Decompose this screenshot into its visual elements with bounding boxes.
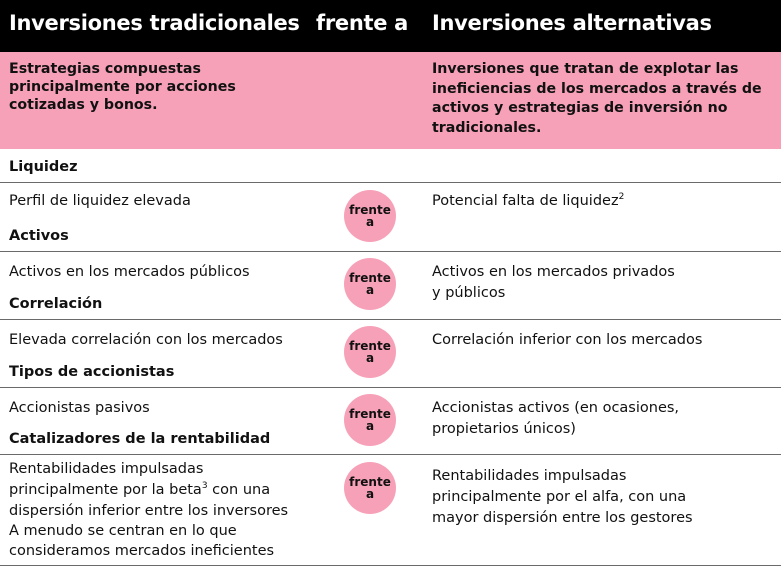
intro-band (0, 52, 781, 149)
row-left-text: Perfil de liquidez elevada (9, 193, 191, 209)
versus-label: frente a (349, 271, 391, 297)
table-header (0, 0, 781, 52)
row-divider (0, 319, 781, 320)
row-divider (0, 454, 781, 455)
versus-circle (344, 394, 396, 446)
row-right-line: mayor dispersión entre los gestores (432, 510, 693, 526)
row-right-line: principalmente por el alfa, con una (432, 489, 687, 505)
category-label: Tipos de accionistas (9, 364, 175, 380)
row-left-line: consideramos mercados ineficientes (9, 543, 275, 559)
row-right-line: Activos en los mercados privados (432, 264, 675, 280)
row-divider (0, 182, 781, 183)
footnote-marker: 3 (201, 481, 208, 492)
row-left-text: Activos en los mercados públicos (9, 264, 250, 280)
row-right-line: y públicos (432, 285, 506, 301)
row-divider (0, 387, 781, 388)
category-label: Liquidez (9, 159, 78, 175)
row-left-line: Rentabilidades impulsadas (9, 461, 204, 477)
row-right-text (432, 191, 624, 212)
row-right-line: Rentabilidades impulsadas (432, 468, 627, 484)
table-bottom-rule (0, 565, 781, 566)
intro-alternative: Inversiones que tratan de explotar las ineficiencias de los mercados a través de activos y estrategias de inversión no tradicionales. (432, 61, 762, 136)
intro-traditional: Estrategias compuestas principalmente por acciones cotizadas y bonos. (9, 61, 236, 113)
row-right-line: propietarios únicos) (432, 421, 576, 437)
header-alternative: Inversiones alternativas (432, 11, 712, 35)
footnote-marker: 2 (618, 192, 625, 203)
row-left-line (9, 480, 270, 501)
row-left-line: dispersión inferior entre los inversores (9, 503, 289, 519)
category-label: Catalizadores de la rentabilidad (9, 431, 271, 447)
versus-label: frente a (349, 475, 391, 501)
row-left-text: Accionistas pasivos (9, 400, 150, 416)
category-label: Activos (9, 228, 69, 244)
row-left-segment: con una (207, 482, 271, 498)
category-label: Correlación (9, 296, 103, 312)
versus-circle (344, 258, 396, 310)
row-left-text: Elevada correlación con los mercados (9, 332, 283, 348)
header-traditional: Inversiones tradicionales (9, 11, 300, 35)
row-divider (0, 251, 781, 252)
header-versus: frente a (316, 11, 409, 35)
versus-circle (344, 190, 396, 242)
row-right-line: Potencial falta de liquidez (432, 193, 619, 209)
versus-label: frente a (349, 407, 391, 433)
row-left-line: A menudo se centran en lo que (9, 523, 237, 539)
row-right-text: Correlación inferior con los mercados (432, 332, 703, 348)
row-right-line: Accionistas activos (en ocasiones, (432, 400, 680, 416)
versus-circle (344, 326, 396, 378)
row-left-segment: principalmente por la beta (9, 482, 202, 498)
versus-label: frente a (349, 339, 391, 365)
versus-label: frente a (349, 203, 391, 229)
versus-circle (344, 462, 396, 514)
